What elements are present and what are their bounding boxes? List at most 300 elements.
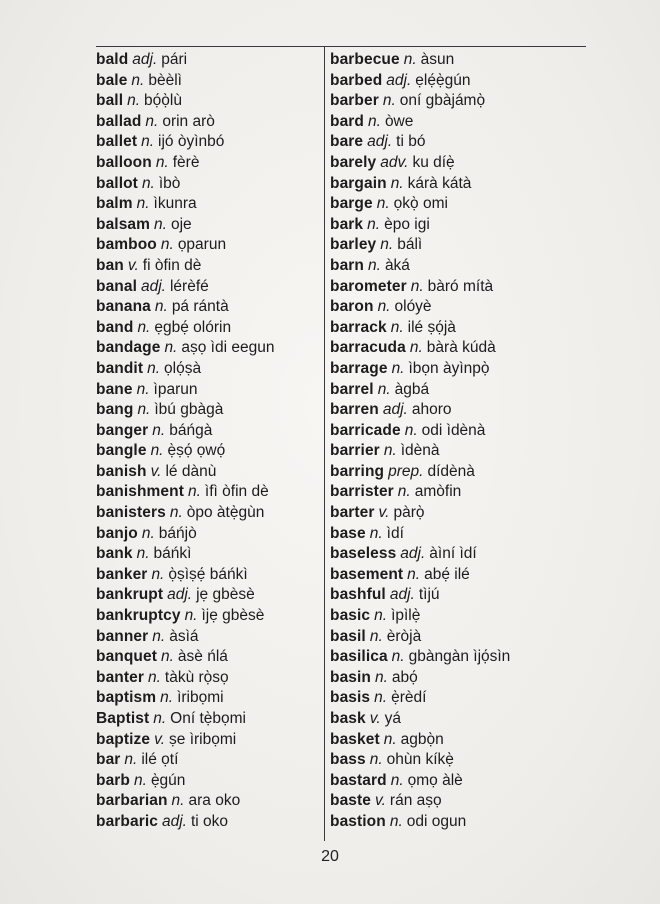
yoruba-translation: bọ́ọ̀lù: [144, 92, 182, 110]
part-of-speech: n.: [397, 483, 411, 501]
headword: bare: [330, 133, 364, 151]
part-of-speech: n.: [403, 51, 417, 68]
headword: barter: [330, 504, 375, 522]
yoruba-translation: ẹ̀rèdí: [391, 689, 427, 707]
headword: bald: [96, 51, 129, 68]
dictionary-entry: [96, 297, 320, 318]
headword: banal: [96, 277, 137, 295]
headword: barring: [330, 462, 385, 480]
part-of-speech: v.: [375, 792, 386, 810]
part-of-speech: n.: [134, 771, 147, 789]
headword: banner: [96, 627, 149, 645]
headword: barracuda: [330, 339, 406, 357]
part-of-speech: n.: [145, 112, 159, 130]
yoruba-translation: ọ̀ṣìṣẹ́ báńkì: [168, 565, 248, 583]
dictionary-entry: [330, 421, 586, 442]
headword: banish: [96, 462, 147, 480]
dictionary-entry: [96, 215, 320, 236]
part-of-speech: adj.: [161, 812, 187, 830]
part-of-speech: n.: [137, 401, 151, 419]
headword: basis: [330, 689, 371, 707]
part-of-speech: n.: [374, 607, 388, 625]
yoruba-translation: ìpìlẹ̀: [391, 607, 421, 625]
part-of-speech: adj.: [367, 133, 393, 151]
headword: bandit: [96, 359, 144, 377]
part-of-speech: n.: [160, 236, 174, 254]
dictionary-entry: [330, 730, 586, 751]
headword: barrel: [330, 380, 374, 398]
yoruba-translation: ti bó: [396, 133, 426, 151]
headword: balloon: [96, 153, 152, 171]
dictionary-entry: [330, 153, 586, 174]
yoruba-translation: ìkunra: [153, 195, 197, 213]
headword: bar: [96, 751, 121, 769]
headword: basin: [330, 668, 371, 686]
headword: barrier: [330, 442, 380, 460]
dictionary-entry: [330, 194, 586, 215]
part-of-speech: adj.: [386, 71, 412, 89]
headword: ballet: [96, 133, 138, 151]
part-of-speech: n.: [407, 565, 421, 583]
dictionary-entry: [96, 71, 320, 92]
dictionary-entry: [330, 338, 586, 359]
yoruba-translation: ọlọ́ṣà: [164, 359, 202, 377]
yoruba-translation: pári: [161, 51, 188, 68]
headword: banter: [96, 668, 144, 686]
yoruba-translation: ìjẹ gbèsè: [201, 607, 265, 625]
part-of-speech: prep.: [388, 462, 424, 480]
dictionary-entry: [330, 503, 586, 524]
dictionary-entry: [330, 668, 586, 689]
part-of-speech: n.: [390, 771, 404, 789]
dictionary-entry: [330, 91, 586, 112]
part-of-speech: n.: [152, 627, 166, 645]
part-of-speech: n.: [164, 339, 178, 357]
dictionary-entry: [330, 359, 586, 380]
dictionary-entry: [330, 812, 586, 833]
yoruba-translation: pàrọ̀: [393, 504, 425, 522]
part-of-speech: n.: [391, 359, 405, 377]
dictionary-entry: [330, 71, 586, 92]
yoruba-translation: ẹ̀ṣọ́ ọwọ́: [167, 442, 226, 460]
dictionary-entry: [96, 812, 320, 833]
part-of-speech: adv.: [380, 153, 409, 171]
headword: banker: [96, 565, 148, 583]
part-of-speech: n.: [127, 92, 141, 110]
headword: bask: [330, 710, 366, 727]
dictionary-entry: [96, 503, 320, 524]
yoruba-translation: ọparun: [177, 236, 227, 254]
part-of-speech: n.: [410, 277, 424, 295]
right-column: [330, 50, 586, 833]
yoruba-translation: ti oko: [190, 812, 229, 830]
part-of-speech: adj.: [382, 401, 408, 419]
headword: banger: [96, 421, 149, 439]
yoruba-translation: ahoro: [411, 401, 452, 419]
yoruba-translation: báńkì: [153, 545, 192, 563]
part-of-speech: n.: [374, 689, 388, 707]
yoruba-translation: gbàngàn ìjọ́sìn: [408, 648, 511, 666]
yoruba-translation: odi ìdènà: [421, 421, 486, 439]
dictionary-entry: [330, 606, 586, 627]
headword: barber: [330, 92, 379, 110]
yoruba-translation: báńgà: [169, 421, 213, 439]
part-of-speech: n.: [382, 92, 396, 110]
dictionary-entry: [330, 627, 586, 648]
headword: bass: [330, 751, 366, 769]
part-of-speech: n.: [131, 71, 145, 89]
dictionary-entry: [96, 153, 320, 174]
dictionary-entry: [96, 256, 320, 277]
yoruba-translation: ìbú gbàgà: [154, 401, 224, 419]
part-of-speech: adj.: [140, 277, 166, 295]
headword: baptism: [96, 689, 157, 707]
yoruba-translation: àsè ńlá: [177, 648, 228, 666]
dictionary-entry: [330, 215, 586, 236]
headword: band: [96, 318, 134, 336]
part-of-speech: n.: [390, 318, 404, 336]
yoruba-translation: bàrà kúdà: [426, 339, 496, 357]
headword: ball: [96, 92, 124, 110]
headword: banisters: [96, 504, 166, 522]
part-of-speech: n.: [137, 318, 151, 336]
headword: barn: [330, 256, 364, 274]
dictionary-entry: [96, 606, 320, 627]
headword: banishment: [96, 483, 184, 501]
headword: banjo: [96, 524, 138, 542]
page-number: 20: [321, 848, 339, 865]
dictionary-entry: [330, 256, 586, 277]
part-of-speech: n.: [368, 256, 381, 274]
dictionary-entry: [330, 277, 586, 298]
dictionary-entry: [96, 194, 320, 215]
left-column: [96, 50, 320, 833]
yoruba-translation: ara oko: [188, 792, 241, 810]
yoruba-translation: aṣọ ìdi eegun: [181, 339, 275, 357]
headword: bargain: [330, 174, 387, 192]
headword: bane: [96, 380, 133, 398]
headword: bark: [330, 215, 364, 233]
dictionary-entry: [96, 277, 320, 298]
yoruba-translation: agbọ̀n: [400, 730, 444, 748]
yoruba-translation: àsìá: [169, 627, 199, 645]
part-of-speech: n.: [184, 607, 198, 625]
dictionary-entry: [96, 174, 320, 195]
part-of-speech: n.: [154, 298, 168, 316]
headword: bankrupt: [96, 586, 164, 604]
headword: basil: [330, 627, 366, 645]
dictionary-entry: [96, 482, 320, 503]
yoruba-translation: òwe: [384, 112, 414, 130]
dictionary-entry: [96, 791, 320, 812]
yoruba-translation: àgbá: [394, 380, 430, 398]
headword: barbaric: [96, 812, 158, 830]
dictionary-entry: [330, 544, 586, 565]
yoruba-translation: òpo àtẹ̀gùn: [186, 504, 265, 522]
dictionary-entry: [96, 730, 320, 751]
yoruba-translation: pá rántà: [171, 298, 229, 316]
yoruba-translation: oje: [170, 215, 192, 233]
headword: ban: [96, 256, 124, 274]
yoruba-translation: àsun: [420, 51, 455, 68]
dictionary-entry: [96, 400, 320, 421]
part-of-speech: v.: [369, 710, 381, 727]
dictionary-entry: [330, 112, 586, 133]
part-of-speech: adj.: [400, 545, 426, 563]
dictionary-entry: [330, 647, 586, 668]
yoruba-translation: àká: [384, 256, 410, 274]
yoruba-translation: báńjò: [158, 524, 197, 542]
part-of-speech: n.: [367, 215, 381, 233]
yoruba-translation: Oní tẹ̀bọmi: [170, 710, 246, 727]
headword: bank: [96, 545, 133, 563]
dictionary-entry: [330, 441, 586, 462]
part-of-speech: n.: [187, 483, 201, 501]
headword: bangle: [96, 442, 147, 460]
headword: balsam: [96, 215, 151, 233]
yoruba-translation: ilé ọtí: [141, 751, 179, 769]
dictionary-entry: [96, 132, 320, 153]
part-of-speech: n.: [380, 236, 394, 254]
dictionary-entry: [96, 524, 320, 545]
headword: barren: [330, 401, 379, 419]
yoruba-translation: amòfin: [414, 483, 462, 501]
dictionary-entry: [96, 771, 320, 792]
yoruba-translation: ijó òyìnbó: [158, 133, 225, 151]
dictionary-entry: [96, 338, 320, 359]
dictionary-entry: [96, 441, 320, 462]
headword: barricade: [330, 421, 401, 439]
part-of-speech: n.: [151, 565, 165, 583]
part-of-speech: n.: [404, 421, 418, 439]
headword: banana: [96, 298, 151, 316]
part-of-speech: n.: [155, 153, 169, 171]
headword: barge: [330, 195, 373, 213]
dictionary-entry: [330, 400, 586, 421]
yoruba-translation: tìjú: [418, 586, 440, 604]
dictionary-entry: [96, 380, 320, 401]
yoruba-translation: ẹlẹ́ẹ̀gún: [415, 71, 471, 89]
part-of-speech: n.: [368, 112, 381, 130]
part-of-speech: n.: [169, 504, 183, 522]
dictionary-entry: [96, 318, 320, 339]
dictionary-entry: [96, 709, 320, 730]
headword: baseless: [330, 545, 397, 563]
headword: bastion: [330, 812, 386, 830]
part-of-speech: n.: [141, 174, 155, 192]
dictionary-entry: [330, 524, 586, 545]
yoruba-translation: bálì: [397, 236, 423, 254]
yoruba-translation: ẹgbẹ́ olórin: [154, 318, 232, 336]
yoruba-translation: ìribọmi: [177, 689, 224, 707]
headword: barbed: [330, 71, 383, 89]
part-of-speech: n.: [160, 689, 174, 707]
yoruba-translation: ọkọ̀ omi: [393, 195, 448, 213]
part-of-speech: n.: [369, 751, 383, 769]
yoruba-translation: ìparun: [153, 380, 198, 398]
yoruba-translation: olóyè: [394, 298, 432, 316]
headword: barbecue: [330, 51, 400, 68]
part-of-speech: adj.: [167, 586, 193, 604]
dictionary-entry: [330, 482, 586, 503]
yoruba-translation: abẹ́ ilé: [424, 565, 470, 583]
part-of-speech: n.: [374, 668, 388, 686]
headword: barely: [330, 153, 377, 171]
dictionary-entry: [330, 132, 586, 153]
headword: basic: [330, 607, 371, 625]
yoruba-translation: tàkù rọ̀sọ: [164, 668, 229, 686]
header-rule: [96, 46, 586, 47]
dictionary-entry: [330, 297, 586, 318]
column-divider: [324, 46, 325, 841]
dictionary-entry: [96, 544, 320, 565]
headword: bard: [330, 112, 364, 130]
yoruba-translation: lé dànù: [165, 462, 217, 480]
yoruba-translation: abọ́: [391, 668, 418, 686]
part-of-speech: n.: [147, 668, 161, 686]
yoruba-translation: oní gbàjámọ̀: [399, 92, 486, 110]
dictionary-entry: [330, 318, 586, 339]
headword: bastard: [330, 771, 387, 789]
headword: basket: [330, 730, 380, 748]
yoruba-translation: ìfì òfin dè: [204, 483, 269, 501]
headword: bang: [96, 401, 134, 419]
headword: bale: [96, 71, 128, 89]
dictionary-entry: [330, 174, 586, 195]
part-of-speech: n.: [147, 359, 161, 377]
dictionary-entry: [96, 421, 320, 442]
yoruba-translation: ìbọn àyìnpọ̀: [408, 359, 490, 377]
dictionary-entry: [96, 647, 320, 668]
dictionary-entry: [96, 627, 320, 648]
yoruba-translation: ìdènà: [400, 442, 440, 460]
part-of-speech: n.: [136, 545, 150, 563]
yoruba-translation: ilé ṣọ́jà: [407, 318, 456, 336]
headword: baste: [330, 792, 371, 810]
headword: barometer: [330, 277, 407, 295]
part-of-speech: n.: [141, 133, 155, 151]
dictionary-entry: [96, 585, 320, 606]
part-of-speech: n.: [160, 648, 174, 666]
headword: ballot: [96, 174, 138, 192]
dictionary-entry: [330, 585, 586, 606]
part-of-speech: n.: [150, 442, 164, 460]
part-of-speech: n.: [153, 710, 167, 727]
headword: Baptist: [96, 710, 150, 727]
headword: barrack: [330, 318, 387, 336]
yoruba-translation: ìdí: [386, 524, 404, 542]
part-of-speech: v.: [154, 730, 166, 748]
part-of-speech: n.: [136, 195, 150, 213]
headword: barrage: [330, 359, 388, 377]
headword: barrister: [330, 483, 394, 501]
yoruba-translation: ku díẹ̀: [412, 153, 455, 171]
dictionary-entry: [96, 462, 320, 483]
dictionary-entry: [96, 112, 320, 133]
yoruba-translation: yá: [384, 710, 402, 727]
yoruba-translation: kárà kátà: [407, 174, 472, 192]
part-of-speech: n.: [383, 730, 397, 748]
dictionary-entry: [330, 50, 586, 71]
yoruba-translation: ohùn kíkẹ̀: [386, 751, 454, 769]
headword: basement: [330, 565, 404, 583]
headword: banquet: [96, 648, 157, 666]
yoruba-translation: jẹ gbèsè: [196, 586, 255, 604]
part-of-speech: n.: [152, 421, 166, 439]
dictionary-entry: [330, 462, 586, 483]
dictionary-entry: [96, 565, 320, 586]
headword: bashful: [330, 586, 386, 604]
dictionary-entry: [96, 91, 320, 112]
headword: barb: [96, 771, 130, 789]
headword: barbarian: [96, 792, 168, 810]
part-of-speech: v.: [378, 504, 390, 522]
headword: bankruptcy: [96, 607, 181, 625]
yoruba-translation: ọmọ àlè: [407, 771, 463, 789]
headword: balm: [96, 195, 133, 213]
part-of-speech: n.: [124, 751, 138, 769]
headword: bandage: [96, 339, 161, 357]
part-of-speech: n.: [376, 195, 390, 213]
dictionary-entry: [96, 688, 320, 709]
part-of-speech: n.: [154, 215, 167, 233]
yoruba-translation: odi ogun: [406, 812, 467, 830]
dictionary-entry: [96, 50, 320, 71]
yoruba-translation: èpo igi: [384, 215, 430, 233]
dictionary-entry: [96, 359, 320, 380]
yoruba-translation: bèèlì: [148, 71, 182, 89]
dictionary-entry: [330, 750, 586, 771]
headword: bamboo: [96, 236, 157, 254]
part-of-speech: adj.: [132, 51, 158, 68]
dictionary-entry: [330, 771, 586, 792]
part-of-speech: n.: [171, 792, 185, 810]
dictionary-entry: [330, 709, 586, 730]
yoruba-translation: bàró mítà: [427, 277, 494, 295]
dictionary-entry: [330, 380, 586, 401]
dictionary-entry: [330, 688, 586, 709]
yoruba-translation: rán aṣọ: [389, 792, 442, 810]
part-of-speech: n.: [377, 298, 391, 316]
part-of-speech: n.: [391, 648, 405, 666]
yoruba-translation: orin arò: [162, 112, 215, 130]
yoruba-translation: ẹ̀gún: [150, 771, 186, 789]
dictionary-entry: [330, 791, 586, 812]
yoruba-translation: fèrè: [172, 153, 200, 171]
dictionary-entry: [330, 565, 586, 586]
part-of-speech: v.: [150, 462, 162, 480]
yoruba-translation: dídènà: [427, 462, 475, 480]
part-of-speech: v.: [127, 256, 139, 274]
part-of-speech: adj.: [389, 586, 415, 604]
headword: ballad: [96, 112, 142, 130]
headword: base: [330, 524, 366, 542]
dictionary-entry: [330, 235, 586, 256]
yoruba-translation: ìbò: [158, 174, 181, 192]
yoruba-translation: lérèfé: [169, 277, 209, 295]
part-of-speech: n.: [389, 812, 403, 830]
yoruba-translation: èròjà: [386, 627, 422, 645]
dictionary-entry: [96, 235, 320, 256]
part-of-speech: n.: [369, 524, 383, 542]
part-of-speech: n.: [390, 174, 404, 192]
yoruba-translation: ṣe ìribọmi: [169, 730, 237, 748]
headword: baptize: [96, 730, 151, 748]
yoruba-translation: àìní ìdí: [429, 545, 477, 563]
dictionary-entry: [96, 750, 320, 771]
headword: basilica: [330, 648, 388, 666]
part-of-speech: n.: [383, 442, 397, 460]
